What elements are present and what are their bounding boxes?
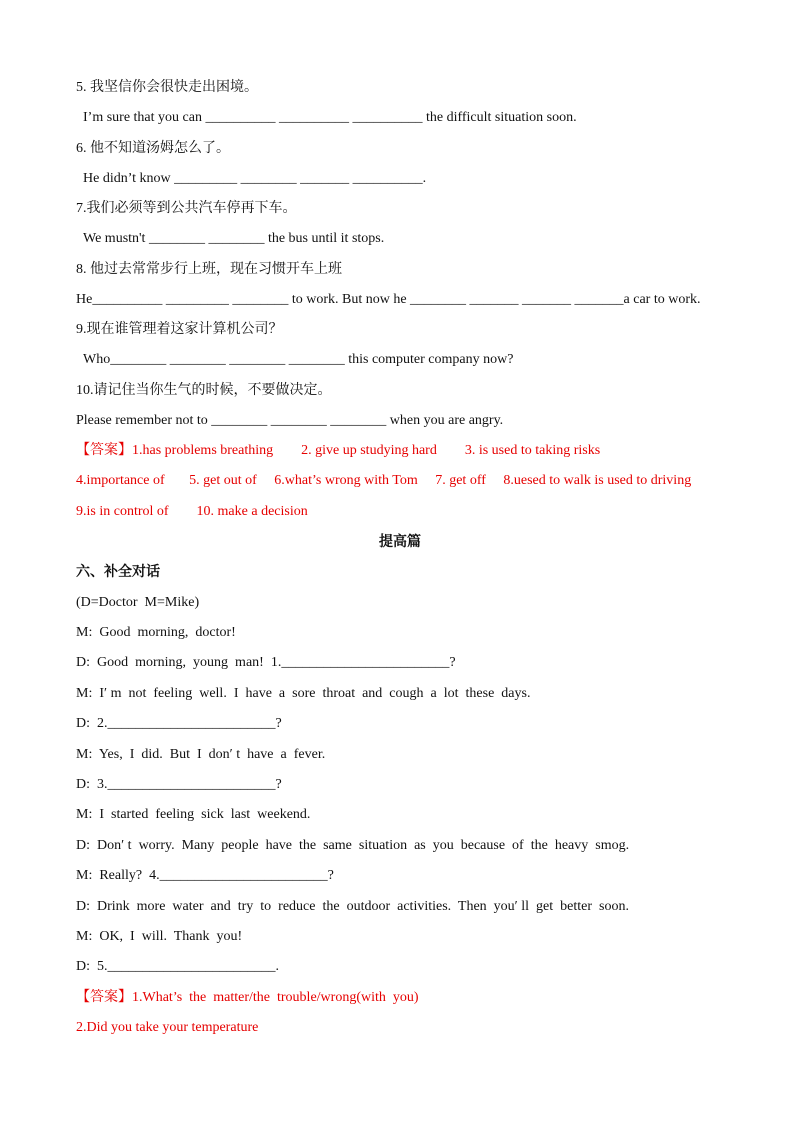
item-5-chinese: 5. 我坚信你会很快走出困境。 [76,80,258,95]
answer-line-1: 【答案】1.has problems breathing 2. give up studying hard 3. is used to taking risks [76,443,601,458]
dialog-line: D: 5.________________________. [76,959,279,974]
answer-line-5: 2.Did you take your temperature [76,1020,259,1035]
section-title: 提高篇 [379,535,421,550]
dialog-line: M: Good morning, doctor! [76,625,236,640]
dialog-line: M: Really? 4.________________________? [76,868,334,883]
dialog-line: D: 2.________________________? [76,716,282,731]
item-8-english: He__________ _________ ________ to work. But now he ________ _______ _______ _______a car to work. [76,292,701,307]
item-9-english: Who________ ________ ________ ________ this computer company now? [83,352,514,367]
item-8-chinese: 8. 他过去常常步行上班，现在习惯开车上班 [76,262,342,277]
answer-line-2: 4.importance of 5. get out of 6.what’s wrong with Tom 7. get off 8.uesed to walk is used to driving [76,473,692,488]
dialog-line: M: Yes, I did. But I don′ t have a fever. [76,747,326,762]
dialog-line: D: Drink more water and try to reduce the outdoor activities. Then you′ ll get better soon. [76,899,629,914]
item-9-chinese: 9.现在谁管理着这家计算机公司？ [76,322,283,337]
item-6-chinese: 6. 他不知道汤姆怎么了。 [76,141,230,156]
item-7-chinese: 7.我们必须等到公共汽车停再下车。 [76,201,297,216]
section-heading: 六、补全对话 [76,565,160,580]
dialog-line: D: Don′ t worry. Many people have the same situation as you because of the heavy smog. [76,838,630,853]
item-10-chinese: 10.请记住当你生气的时候，不要做决定。 [76,383,332,398]
item-10-english: Please remember not to ________ ________ ________ when you are angry. [76,413,504,428]
dialog-line: M: I′ m not feeling well. I have a sore throat and cough a lot these days. [76,686,531,701]
dialog-line: D: Good morning, young man! 1.________________________? [76,655,456,670]
answer-line-4: 【答案】1.What’s the matter/the trouble/wrong(with you) [76,990,419,1005]
item-6-english: He didn’t know _________ ________ _______ __________. [83,171,427,186]
item-5-english: I’m sure that you can __________ __________ __________ the difficult situation soon. [83,110,577,125]
item-7-english: We mustn't ________ ________ the bus until it stops. [83,231,385,246]
dialog-line: M: I started feeling sick last weekend. [76,807,311,822]
dialog-note: (D=Doctor M=Mike) [76,595,200,610]
dialog-line: M: OK, I will. Thank you! [76,929,243,944]
dialog-line: D: 3.________________________? [76,777,282,792]
answer-line-3: 9.is in control of 10. make a decision [76,504,308,519]
